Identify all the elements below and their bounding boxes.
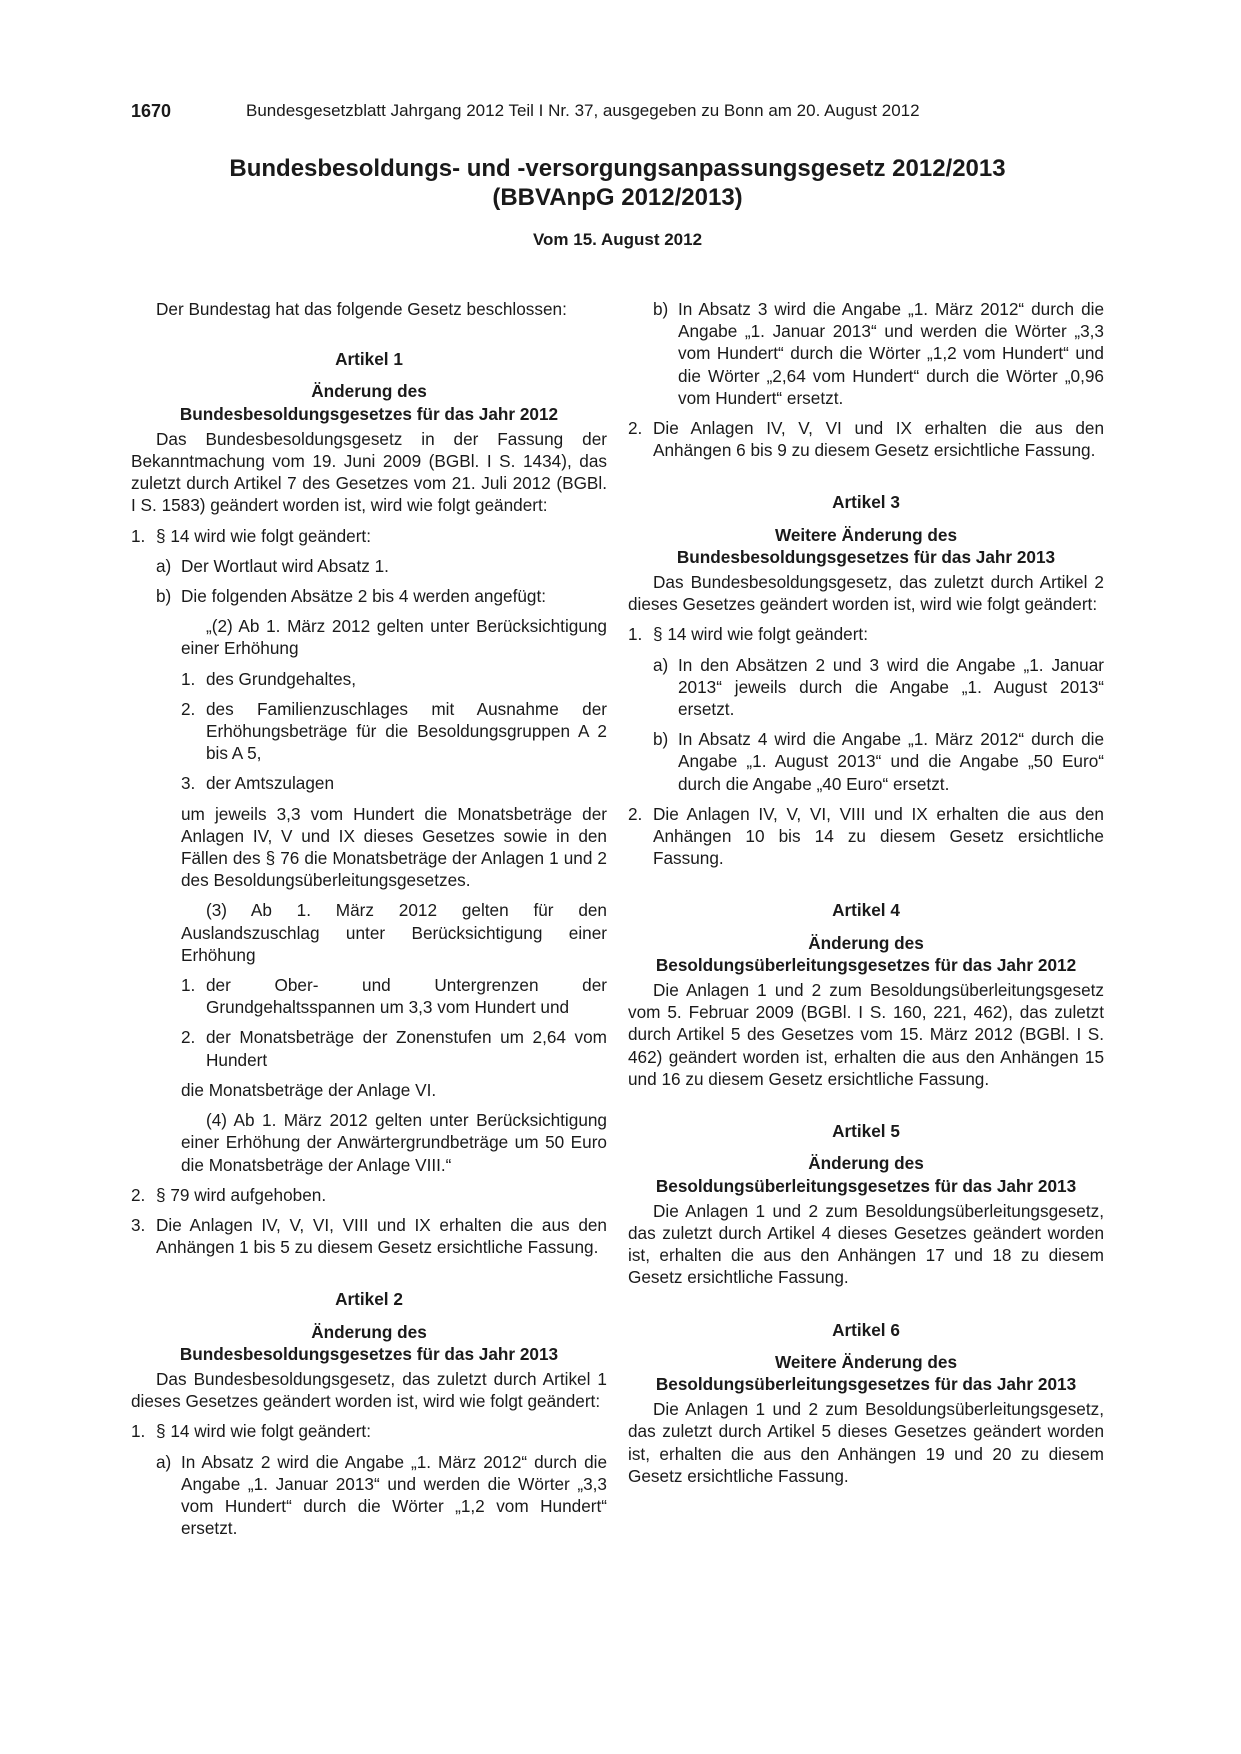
article-2-subtitle-line-1: Änderung des [311,1321,427,1342]
list-item [131,1420,607,1442]
quoted-paragraph-3: (3) Ab 1. März 2012 gelten für den Auslandszuschlag unter Berücksichtigung einer Erhöhung [181,900,607,965]
article-2-paragraph: Das Bundesbesoldungsgesetz, das zuletzt durch Artikel 1 dieses Gesetzes geändert worden ist, wird wie folgt geändert: [131,1368,607,1412]
list-item [131,1214,607,1258]
list-item [653,728,1104,795]
list-item [131,525,607,547]
list-letter: b) [156,586,172,607]
article-2-heading: Artikel 2 [335,1289,403,1310]
list-text: In den Absätzen 2 und 3 wird die Angabe „1. Januar 2013“ jeweils durch die Angabe „1. August 2013“ ersetzt. [678,654,1104,720]
article-5-paragraph: Die Anlagen 1 und 2 zum Besoldungsüberleitungsgesetz, das zuletzt durch Artikel 4 dieses Gesetzes geändert worden ist, erhalten die aus den Anhängen 17 und 18 zu diesem Gesetz ersichtliche Fassung. [628,1200,1104,1288]
article-4-heading: Artikel 4 [832,900,900,921]
article-5-heading: Artikel 5 [832,1121,900,1142]
list-text: des Familienzuschlages mit Ausnahme der Erhöhungsbeträge für die Besoldungsgruppen A 2 bis A 5, [206,698,607,764]
article-4-subtitle [628,932,1104,976]
list-text: Der Wortlaut wird Absatz 1. [181,555,389,576]
quoted-paragraph-3-tail: die Monatsbeträge der Anlage VI. [181,1079,437,1100]
list-item [653,654,1104,721]
list-text: der Ober- und Untergrenzen der Grundgehaltsspannen um 3,3 vom Hundert und [206,975,607,1018]
list-item [156,555,607,577]
list-text: der Amtszulagen [206,773,335,794]
list-text: Die folgenden Absätze 2 bis 4 werden angefügt: [181,586,547,607]
article-1-subtitle [131,380,607,424]
list-number: 1. [181,668,196,689]
list-item [653,298,1104,409]
list-text: In Absatz 3 wird die Angabe „1. März 2012“ durch die Angabe „1. Januar 2013“ und werden die Wörter „3,3 vom Hundert“ durch die Wörter „1,2 vom Hundert“ und die Wörter „2,64 vom Hundert“ durch die Wörter „0,96 vom Hundert“ ersetzt. [678,299,1104,408]
page-number: 1670 [131,101,172,121]
article-4-subtitle-line-2: Besoldungsüberleitungsgesetzes für das Jahr 2012 [655,954,1077,975]
list-number: 2. [131,1184,146,1205]
article-1-heading: Artikel 1 [335,349,403,370]
article-6-subtitle-line-2: Besoldungsüberleitungsgesetzes für das Jahr 2013 [655,1373,1077,1394]
article-6-subtitle [628,1351,1104,1395]
list-text: Die Anlagen IV, V, VI, VIII und IX erhalten die aus den Anhängen 1 bis 5 zu diesem Gesetz ersichtliche Fassung. [156,1214,607,1258]
list-number: 2. [628,803,643,824]
list-letter: a) [653,654,669,675]
article-2-subtitle-line-2: Bundesbesoldungsgesetzes für das Jahr 2013 [179,1343,559,1364]
quoted-paragraph-2-tail: um jeweils 3,3 vom Hundert die Monatsbeträge der Anlagen IV, V und IX dieses Gesetzes sowie in den Fällen des § 76 die Monatsbeträge der Anlagen 1 und 2 des Besoldungsüberleitungsgesetzes. [181,803,607,891]
article-6-paragraph: Die Anlagen 1 und 2 zum Besoldungsüberleitungsgesetz, das zuletzt durch Artikel 5 dieses Gesetzes geändert worden ist, erhalten die aus den Anhängen 19 und 20 zu diesem Gesetz ersichtliche Fassung. [628,1399,1104,1486]
article-3-subtitle-line-2: Bundesbesoldungsgesetzes für das Jahr 2013 [676,546,1056,567]
article-3-heading: Artikel 3 [832,492,900,513]
list-number: 2. [181,698,196,719]
list-number: 2. [628,418,643,439]
title-line-2: (BBVAnpG 2012/2013) [492,184,743,211]
list-text: § 14 wird wie folgt geändert: [156,1421,371,1442]
list-number: 1. [131,525,146,546]
list-item [628,417,1104,461]
list-number: 1. [628,624,643,645]
list-letter: b) [653,729,669,750]
list-item [156,585,607,607]
article-5-subtitle [628,1152,1104,1196]
list-text: § 14 wird wie folgt geändert: [156,525,371,546]
article-5-subtitle-line-2: Besoldungsüberleitungsgesetzes für das Jahr 2013 [655,1175,1077,1196]
quoted-paragraph-4: (4) Ab 1. März 2012 gelten unter Berücksichtigung einer Erhöhung der Anwärtergrundbeträge um 50 Euro die Monatsbeträge der Anlage VIII.“ [181,1110,607,1175]
list-item [181,698,607,765]
list-number: 1. [131,1421,146,1442]
list-text: der Monatsbeträge der Zonenstufen um 2,64 vom Hundert [206,1027,607,1070]
article-1-subtitle-line-2: Bundesbesoldungsgesetzes für das Jahr 2012 [179,403,559,424]
list-text: Die Anlagen IV, V, VI, VIII und IX erhalten die aus den Anhängen 10 bis 14 zu diesem Gesetz ersichtliche Fassung. [653,803,1104,869]
left-column [131,298,607,1539]
list-item [181,772,607,794]
running-header [131,101,991,122]
running-title: Bundesgesetzblatt Jahrgang 2012 Teil I Nr. 37, ausgegeben zu Bonn am 20. August 2012 [246,101,920,120]
list-item [628,623,1104,645]
list-item [156,1451,607,1540]
article-3-subtitle [628,524,1104,568]
article-3-paragraph: Das Bundesbesoldungsgesetz, das zuletzt durch Artikel 2 dieses Gesetzes geändert worden ist, wird wie folgt geändert: [628,572,1104,615]
article-1-paragraph: Das Bundesbesoldungsgesetz in der Fassung der Bekanntmachung vom 19. Juni 2009 (BGBl. I S. 1434), das zuletzt durch Artikel 7 des Gesetzes vom 21. Juli 2012 (BGBl. I S. 1583) geändert worden ist, wird wie folgt geändert: [131,428,607,516]
intro-paragraph: Der Bundestag hat das folgende Gesetz beschlossen: [156,299,567,319]
article-2-subtitle [131,1321,607,1365]
list-text: In Absatz 2 wird die Angabe „1. März 2012“ durch die Angabe „1. Januar 2013“ und werden die Wörter „3,3 vom Hundert“ durch die Wörter „1,2 vom Hundert“ ersetzt. [181,1451,607,1539]
article-6-heading: Artikel 6 [832,1319,900,1340]
list-text: des Grundgehaltes, [206,668,357,689]
list-number: 2. [181,1027,196,1048]
list-item [181,974,607,1018]
list-text: § 79 wird aufgehoben. [156,1184,327,1205]
list-item [628,803,1104,870]
list-item [181,668,607,690]
list-number: 1. [181,975,196,996]
article-4-subtitle-line-1: Änderung des [808,932,924,953]
article-4-paragraph: Die Anlagen 1 und 2 zum Besoldungsüberleitungsgesetz vom 5. Februar 2009 (BGBl. I S. 160, 221, 462), das zuletzt durch Artikel 5 des Gesetzes vom 15. März 2012 (BGBl. I S. 462) geändert worden ist, erhalten die aus den Anhängen 15 und 16 zu diesem Gesetz ersichtliche Fassung. [628,980,1104,1089]
list-item [181,1026,607,1070]
list-item [131,1184,607,1206]
title-line-1: Bundesbesoldungs- und -versorgungsanpassungsgesetz 2012/2013 [229,155,1006,182]
document-title [131,154,1104,212]
article-6-subtitle-line-1: Weitere Änderung des [774,1351,958,1372]
quoted-paragraph-2: „(2) Ab 1. März 2012 gelten unter Berücksichtigung einer Erhöhung [181,616,607,659]
list-number: 3. [181,773,196,794]
article-1-subtitle-line-1: Änderung des [311,381,427,402]
list-letter: b) [653,299,669,319]
list-text: Die Anlagen IV, V, VI und IX erhalten die aus den Anhängen 6 bis 9 zu diesem Gesetz ersichtliche Fassung. [653,418,1104,461]
list-text: § 14 wird wie folgt geändert: [653,624,868,645]
list-text: In Absatz 4 wird die Angabe „1. März 2012“ durch die Angabe „1. August 2013“ und die Angabe „50 Euro“ durch die Angabe „40 Euro“ ersetzt. [678,729,1104,794]
list-letter: a) [156,1451,172,1472]
right-column [628,298,1104,1487]
article-3-subtitle-line-1: Weitere Änderung des [774,524,958,545]
document-date: Vom 15. August 2012 [532,230,703,249]
list-letter: a) [156,555,172,576]
list-number: 3. [131,1214,146,1235]
article-5-subtitle-line-1: Änderung des [808,1153,924,1174]
